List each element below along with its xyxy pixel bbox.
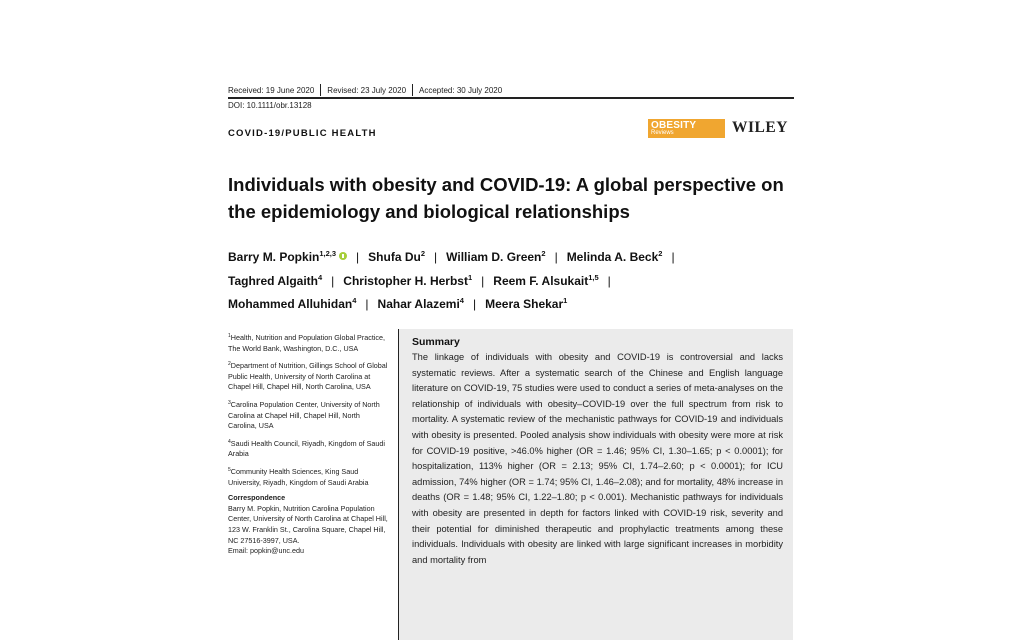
- publisher-logo: WILEY: [732, 119, 788, 136]
- header-rule: [228, 97, 794, 99]
- author-separator: |: [434, 250, 438, 264]
- correspondence-email[interactable]: Email: popkin@unc.edu: [228, 546, 305, 556]
- affiliation: $^2$Department of Nutrition, Gillings School of Global Public Health, University of North Carolina at Chapel Hill, Chapel Hill, North Carolina, USA: [228, 361, 388, 392]
- author-line: [228, 291, 808, 315]
- author[interactable]: Reem F. Alsukait$^{1,5}$: [493, 272, 599, 288]
- doi[interactable]: DOI: 10.1111/obr.13128: [228, 101, 312, 110]
- journal-logo-text: OBESITY: [651, 120, 697, 131]
- section-label: COVID-19/PUBLIC HEALTH: [228, 128, 377, 139]
- author[interactable]: Shufa Du$^2$: [368, 249, 426, 264]
- author-separator: |: [481, 273, 485, 288]
- correspondence-address: Barry M. Popkin, Nutrition Carolina Population Center, University of North Carolina at Chapel Hill, 123 W. Franklin St., Carolina Square, Chapel Hill, NC 27516-3997, USA.: [228, 503, 388, 545]
- author[interactable]: Nahar Alazemi$^4$: [377, 296, 464, 311]
- author[interactable]: William D. Green$^2$: [446, 249, 546, 264]
- date-divider: [412, 84, 413, 96]
- author[interactable]: Meera Shekar$^1$: [485, 296, 568, 311]
- author[interactable]: Taghred Algaith$^4$: [228, 272, 323, 288]
- affiliation: $^4$Saudi Health Council, Riyadh, Kingdom of Saudi Arabia: [228, 438, 386, 459]
- affiliation: $^1$Health, Nutrition and Population Global Practice, The World Bank, Washington, D.C., USA: [228, 333, 386, 353]
- affiliation: $^5$Community Health Sciences, King Saud University, Riyadh, Kingdom of Saudi Arabia: [228, 466, 369, 487]
- journal-logo: [648, 119, 725, 138]
- author[interactable]: Christopher H. Herbst$^1$: [343, 272, 473, 288]
- orcid-icon[interactable]: [339, 252, 347, 260]
- summary-box: [398, 329, 793, 640]
- revised-date: Revised: 23 July 2020: [327, 85, 407, 95]
- article-title: Individuals with obesity and COVID-19: A global perspective on the epidemiology and biological relationships: [228, 174, 784, 222]
- summary-heading: Summary: [412, 336, 460, 348]
- article-dates: [228, 84, 502, 96]
- author-list: [228, 244, 808, 315]
- author-separator: |: [331, 273, 335, 288]
- author-separator: |: [607, 273, 611, 288]
- date-divider: [320, 84, 321, 96]
- journal-logo-subtext: Reviews: [651, 130, 674, 136]
- author-line: [228, 268, 808, 292]
- author-separator: |: [365, 297, 369, 311]
- author-separator: |: [356, 250, 360, 264]
- author[interactable]: Melinda A. Beck$^2$: [566, 249, 663, 264]
- correspondence-heading: Correspondence: [228, 493, 286, 503]
- summary-text: The linkage of individuals with obesity and COVID-19 is controversial and lacks systematic reviews. After a systematic search of the Chinese and English language literature on COVID-19, 75 studies were used to conduct a series of meta-analyses on the relationship of individuals with obesity–COVID-19 over the full spectrum from risk to mortality. A systematic review of the mechanistic pathways for COVID-19 and individuals with obesity is presented. Pooled analysis show individuals with obesity were more at risk for COVID-19 positive, >46.0% higher (OR = 1.46; 95% CI, 1.30–1.65; p < 0.0001); for hospitalization, 113% higher (OR = 2.13; 95% CI, 1.74–2.60; p < 0.0001); for ICU admission, 74% higher (OR = 1.74; 95% CI, 1.46–2.08); and for mortality, 48% increase in deaths (OR = 1.48; 95% CI, 1.22–1.80; p < 0.001). Mechanistic pathways for individuals with obesity are presented in depth for factors linked with COVID-19 risk, severity and their potential for diminished therapeutic and prophylactic treatments among these individuals. Individuals with obesity are linked with large significant increases in morbidity and mortality from: [412, 352, 783, 565]
- author-separator: |: [472, 297, 477, 311]
- affiliation: $^3$Carolina Population Center, University of North Carolina at Chapel Hill, Chapel Hill, North Carolina, USA: [228, 399, 380, 431]
- received-date: Received: 19 June 2020: [228, 85, 315, 95]
- affiliations: [228, 331, 388, 557]
- author-separator: |: [671, 250, 675, 264]
- author[interactable]: Mohammed Alluhidan$^4$: [228, 296, 357, 311]
- author-line: [228, 244, 808, 268]
- author-separator: |: [554, 250, 558, 264]
- accepted-date: Accepted: 30 July 2020: [419, 85, 503, 95]
- author[interactable]: Barry M. Popkin$^{1,2,3}$: [228, 249, 337, 264]
